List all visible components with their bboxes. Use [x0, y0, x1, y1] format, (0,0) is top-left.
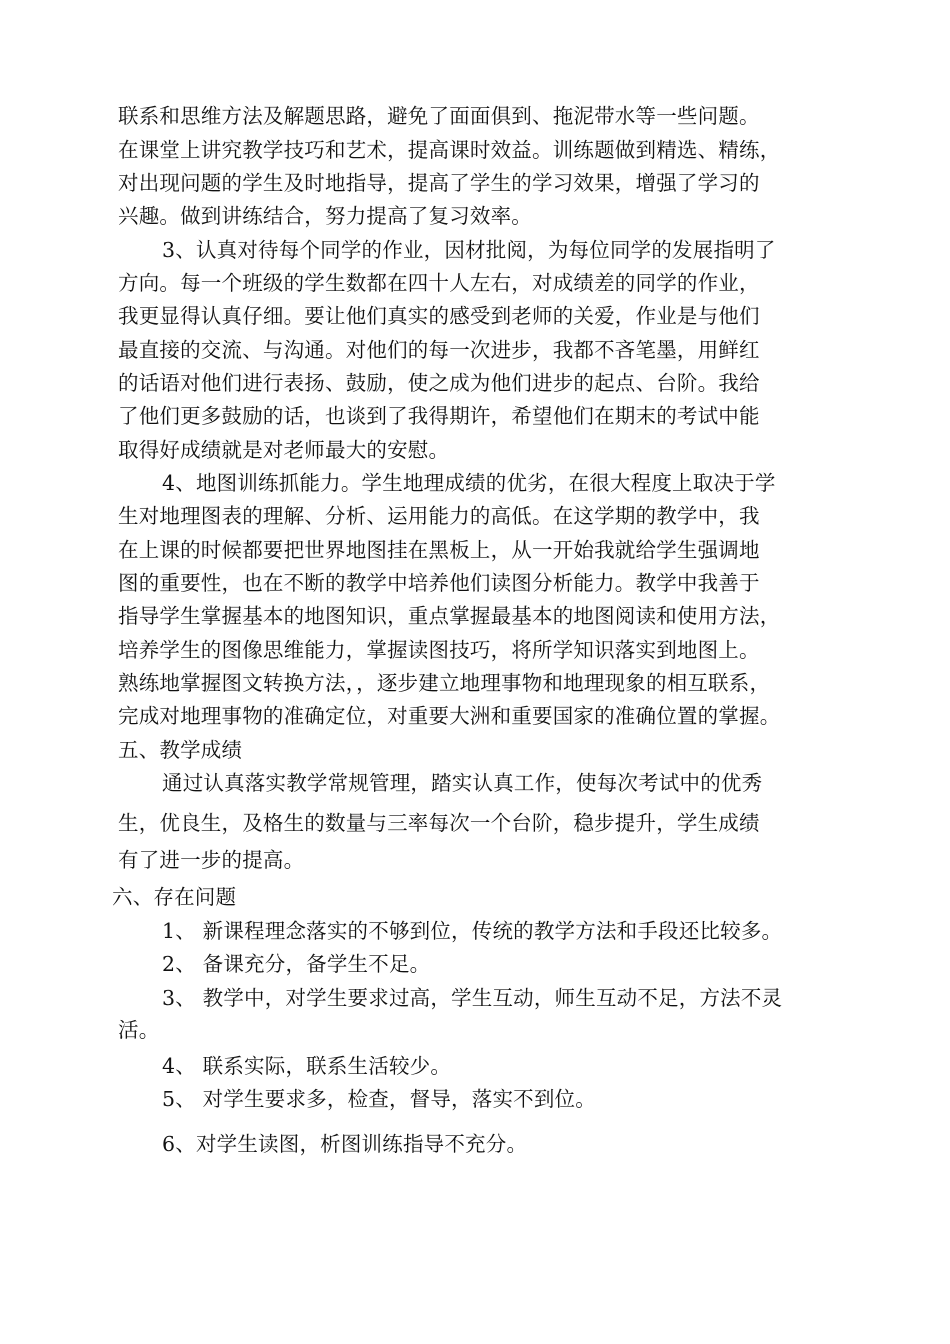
- issue-item-4: 4、 联系实际，联系生活较少。: [162, 1054, 452, 1078]
- text-line: 完成对地理事物的准确定位，对重要大洲和重要国家的准确位置的掌握。: [118, 704, 781, 728]
- paragraph-3-start: 3、认真对待每个同学的作业，因材批阅，为每位同学的发展指明了: [162, 238, 776, 262]
- text-line: 在上课的时候都要把世界地图挂在黑板上，从一开始我就给学生强调地: [118, 538, 760, 562]
- text-line: 生，优良生，及格生的数量与三率每次一个台阶，稳步提升，学生成绩: [118, 811, 760, 835]
- text-line: 活。: [118, 1018, 160, 1042]
- text-line: 指导学生掌握基本的地图知识，重点掌握最基本的地图阅读和使用方法，: [118, 604, 781, 628]
- issue-item-1: 1、 新课程理念落实的不够到位，传统的教学方法和手段还比较多。: [162, 919, 783, 943]
- issue-item-5: 5、 对学生要求多，检查，督导，落实不到位。: [162, 1087, 596, 1111]
- text-line: 兴趣。做到讲练结合，努力提高了复习效率。: [118, 204, 532, 228]
- section-heading-6: 六、存在问题: [112, 885, 237, 909]
- text-line: 联系和思维方法及解题思路，避免了面面俱到、拖泥带水等一些问题。: [118, 104, 760, 128]
- issue-item-2: 2、 备课充分，备学生不足。: [162, 952, 431, 976]
- text-line: 培养学生的图像思维能力，掌握读图技巧，将所学知识落实到地图上。: [118, 638, 760, 662]
- paragraph-4-start: 4、地图训练抓能力。学生地理成绩的优劣，在很大程度上取决于学: [162, 471, 776, 495]
- text-line: 方向。每一个班级的学生数都在四十人左右，对成绩差的同学的作业，: [118, 271, 760, 295]
- text-line: 有了进一步的提高。: [118, 848, 305, 872]
- text-line: 取得好成绩就是对老师最大的安慰。: [118, 438, 450, 462]
- issue-item-3: 3、 教学中，对学生要求过高，学生互动，师生互动不足，方法不灵: [162, 986, 783, 1010]
- text-line: 最直接的交流、与沟通。对他们的每一次进步，我都不吝笔墨，用鲜红: [118, 338, 760, 362]
- text-line: 了他们更多鼓励的话，也谈到了我得期许，希望他们在期末的考试中能: [118, 404, 760, 428]
- paragraph-results-start: 通过认真落实教学常规管理，踏实认真工作，使每次考试中的优秀: [162, 771, 763, 795]
- text-line: 我更显得认真仔细。要让他们真实的感受到老师的关爱，作业是与他们: [118, 304, 760, 328]
- text-line: 对出现问题的学生及时地指导，提高了学生的学习效果，增强了学习的: [118, 171, 760, 195]
- text-line: 图的重要性，也在不断的教学中培养他们读图分析能力。教学中我善于: [118, 571, 760, 595]
- section-heading-5: 五、教学成绩: [118, 738, 243, 762]
- text-line: 在课堂上讲究教学技巧和艺术，提高课时效益。训练题做到精选、精练，: [118, 138, 781, 162]
- text-line: 生对地理图表的理解、分析、运用能力的高低。在这学期的教学中，我: [118, 504, 760, 528]
- issue-item-6: 6、对学生读图，析图训练指导不充分。: [162, 1132, 528, 1156]
- text-line: 的话语对他们进行表扬、鼓励，使之成为他们进步的起点、台阶。我给: [118, 371, 760, 395]
- text-line: 熟练地掌握图文转换方法，，逐步建立地理事物和地理现象的相互联系，: [118, 671, 771, 695]
